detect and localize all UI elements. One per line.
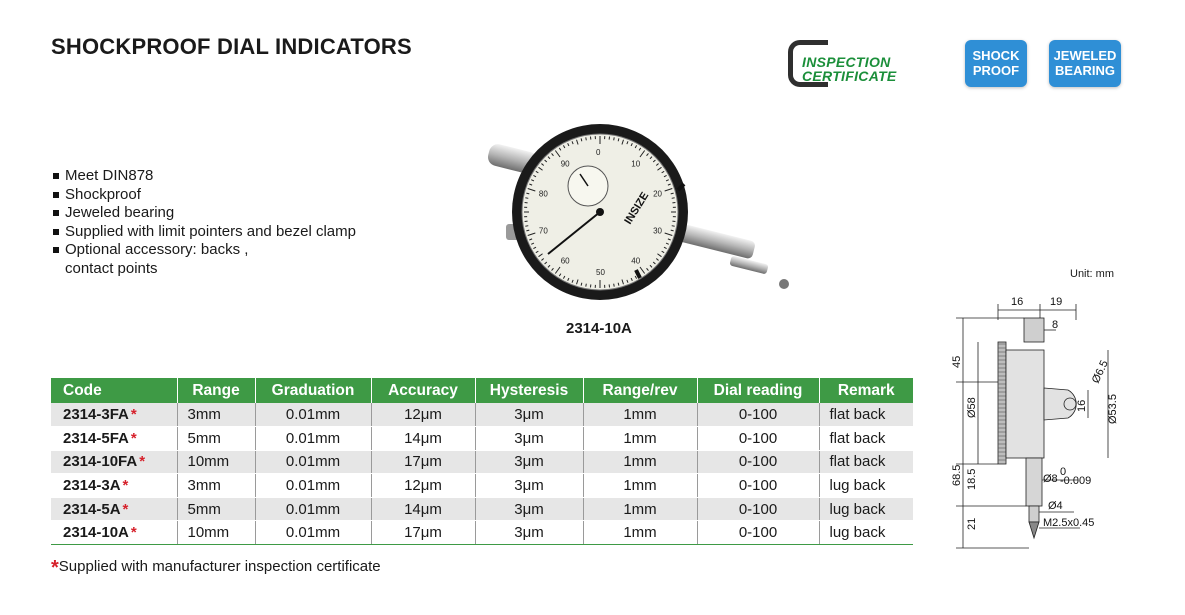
table-row <box>51 403 913 427</box>
cell-graduation: 0.01mm <box>255 474 371 498</box>
cell-remark: lug back <box>819 497 913 521</box>
cell-code <box>51 403 177 427</box>
cell-hysteresis: 3μm <box>475 497 583 521</box>
cell-code <box>51 450 177 474</box>
dial-number: 40 <box>631 256 641 266</box>
footnote-text: Supplied with manufacturer inspection certificate <box>58 558 381 575</box>
cell-graduation: 0.01mm <box>255 497 371 521</box>
shockproof-badge <box>965 40 1027 87</box>
cell-dial: 0-100 <box>697 450 819 474</box>
dial-number: 20 <box>653 189 662 199</box>
cell-range_rev: 1mm <box>583 497 697 521</box>
shock-badge-line-1: SHOCK <box>972 48 1020 63</box>
cell-range: 3mm <box>177 403 255 427</box>
cell-hysteresis: 3μm <box>475 450 583 474</box>
product-code: 2314-5A <box>63 500 121 518</box>
cell-code <box>51 497 177 521</box>
cell-remark: lug back <box>819 474 913 498</box>
cell-dial: 0-100 <box>697 497 819 521</box>
product-model-label: 2314-10A <box>566 320 632 337</box>
col-header-range: Range <box>177 378 255 403</box>
certificate-line-1: INSPECTION <box>802 54 891 70</box>
feature-item-continued: contact points <box>65 259 158 277</box>
dial-indicator-photo <box>480 120 792 305</box>
cell-range_rev: 1mm <box>583 474 697 498</box>
brand-logo: INSIZE <box>622 190 652 227</box>
cell-remark: flat back <box>819 427 913 451</box>
feature-item: Optional accessory: backs , <box>52 241 356 260</box>
certificate-star-icon: * <box>139 453 146 471</box>
spec-table <box>51 378 913 545</box>
cell-code <box>51 521 177 545</box>
cell-code <box>51 427 177 451</box>
spindle <box>674 223 789 289</box>
cell-hysteresis: 3μm <box>475 427 583 451</box>
col-header-code: Code <box>51 378 177 403</box>
feature-item: Meet DIN878 <box>52 167 356 186</box>
cell-range: 10mm <box>177 450 255 474</box>
cell-remark: flat back <box>819 403 913 427</box>
dial-number: 80 <box>538 189 548 199</box>
table-row <box>51 450 913 474</box>
product-code: 2314-3A <box>63 477 121 495</box>
table-header-row <box>51 378 913 403</box>
table-row <box>51 427 913 451</box>
cell-remark: flat back <box>819 450 913 474</box>
dial-number: 50 <box>596 268 605 277</box>
product-code: 2314-3FA <box>63 406 129 424</box>
dim-18-5: 18.5 <box>966 468 978 490</box>
table-row <box>51 521 913 545</box>
inspection-certificate-badge <box>788 40 933 87</box>
cell-accuracy: 12μm <box>371 474 475 498</box>
cell-hysteresis: 3μm <box>475 403 583 427</box>
dial-number: 60 <box>560 256 570 266</box>
col-header-accuracy: Accuracy <box>371 378 475 403</box>
dim-phi58: Ø58 <box>966 397 978 418</box>
product-code: 2314-10FA <box>63 453 138 471</box>
dim-45: 45 <box>951 355 963 368</box>
dimension-drawing <box>938 290 1128 555</box>
dim-thread: M2.5x0.45 <box>1043 517 1095 529</box>
col-header-dial-reading: Dial reading <box>697 378 819 403</box>
dim-68-5: 68.5 <box>951 464 963 486</box>
certificate-star-icon: * <box>122 500 129 518</box>
cell-range_rev: 1mm <box>583 521 697 545</box>
shock-badge-line-2: PROOF <box>972 63 1020 78</box>
table-row <box>51 474 913 498</box>
feature-item: Supplied with limit pointers and bezel clamp <box>52 223 356 242</box>
dim-phi53-5: Ø53.5 <box>1107 394 1119 424</box>
cell-range_rev: 1mm <box>583 403 697 427</box>
col-header-hysteresis: Hysteresis <box>475 378 583 403</box>
cell-dial: 0-100 <box>697 403 819 427</box>
certificate-star-icon: * <box>130 406 137 424</box>
dim-phi6-5: Ø6.5 <box>1089 358 1111 386</box>
dim-16: 16 <box>1011 296 1024 308</box>
dim-21: 21 <box>966 517 978 530</box>
feature-item: Shockproof <box>52 186 356 205</box>
col-header-remark: Remark <box>819 378 913 403</box>
certificate-star-icon: * <box>130 429 137 447</box>
cell-range: 5mm <box>177 497 255 521</box>
product-code: 2314-5FA <box>63 429 129 447</box>
jeweled-bearing-badge <box>1049 40 1121 87</box>
dial-number: 0 <box>596 148 601 157</box>
certificate-star-icon: * <box>130 524 137 542</box>
product-code: 2314-10A <box>63 524 129 542</box>
col-header-range-rev: Range/rev <box>583 378 697 403</box>
cell-graduation: 0.01mm <box>255 403 371 427</box>
cell-code <box>51 474 177 498</box>
certificate-line-2: CERTIFICATE <box>802 68 897 84</box>
cell-accuracy: 14μm <box>371 497 475 521</box>
cell-graduation: 0.01mm <box>255 450 371 474</box>
dial-number: 10 <box>631 159 641 169</box>
cell-accuracy: 17μm <box>371 521 475 545</box>
dim-phi4: Ø4 <box>1048 500 1063 512</box>
dim-phi8-tol-lower: -0.009 <box>1060 475 1092 487</box>
cell-range_rev: 1mm <box>583 450 697 474</box>
certificate-label <box>802 55 897 83</box>
dim-phi8: Ø8 <box>1043 473 1058 485</box>
feature-list <box>52 167 356 278</box>
page-title: SHOCKPROOF DIAL INDICATORS <box>51 34 412 59</box>
dial-number: 30 <box>653 226 662 236</box>
certificate-star-icon: * <box>122 477 129 495</box>
footnote <box>51 557 381 580</box>
cell-range: 5mm <box>177 427 255 451</box>
cell-hysteresis: 3μm <box>475 474 583 498</box>
col-header-graduation: Graduation <box>255 378 371 403</box>
cell-graduation: 0.01mm <box>255 521 371 545</box>
unit-label: Unit: mm <box>1070 268 1114 280</box>
feature-item: Jeweled bearing <box>52 204 356 223</box>
cell-hysteresis: 3μm <box>475 521 583 545</box>
dim-phi8-tol-upper: 0 <box>1060 466 1067 478</box>
footnote-star: * <box>51 557 59 579</box>
dim-16-lug: 16 <box>1076 399 1088 412</box>
cell-range: 10mm <box>177 521 255 545</box>
jewel-badge-line-2: BEARING <box>1055 63 1115 78</box>
cell-accuracy: 14μm <box>371 427 475 451</box>
table-row <box>51 497 913 521</box>
jewel-badge-line-1: JEWELED <box>1053 48 1117 63</box>
cell-accuracy: 12μm <box>371 403 475 427</box>
cell-accuracy: 17μm <box>371 450 475 474</box>
dim-19: 19 <box>1050 296 1063 308</box>
cell-range: 3mm <box>177 474 255 498</box>
cell-remark: lug back <box>819 521 913 545</box>
cell-range_rev: 1mm <box>583 427 697 451</box>
cell-dial: 0-100 <box>697 427 819 451</box>
cell-dial: 0-100 <box>697 474 819 498</box>
cell-dial: 0-100 <box>697 521 819 545</box>
dial-number: 90 <box>560 159 570 169</box>
dial-number: 70 <box>538 226 548 236</box>
dim-8: 8 <box>1052 319 1059 331</box>
cell-graduation: 0.01mm <box>255 427 371 451</box>
